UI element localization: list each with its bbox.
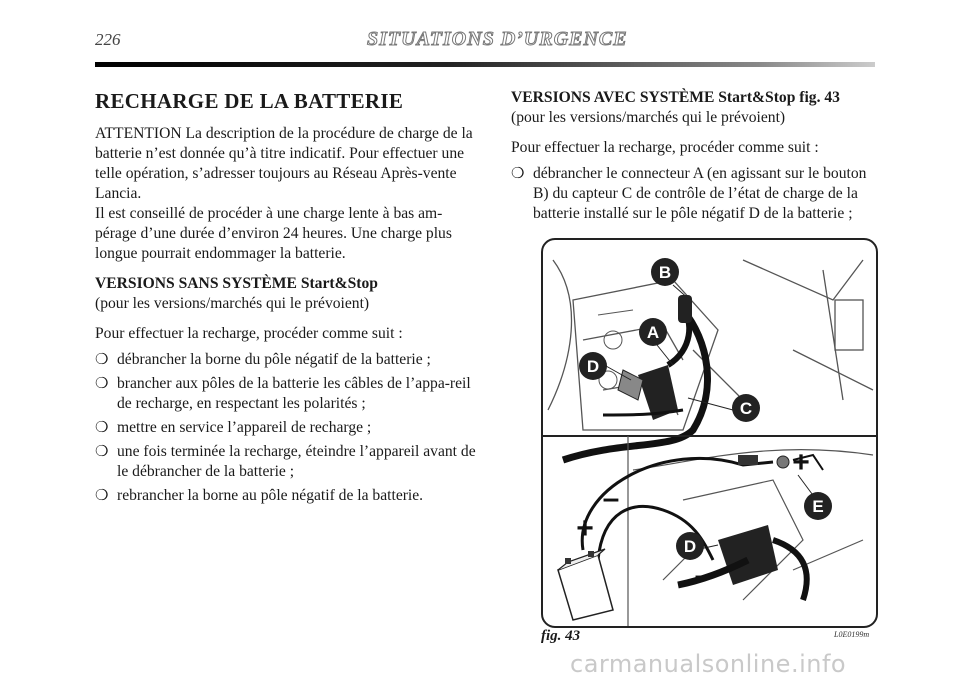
figure-caption: fig. 43 — [541, 628, 581, 644]
procedure-intro: Pour effectuer la recharge, procéder comme suit : — [95, 325, 403, 342]
plus-sign-right: + — [792, 446, 810, 479]
attention-paragraph: ATTENTION La description de la procédure de charge de la batterie n’est donnée qu’à titre indicatif. Pour effectuer une telle opération, s’adresser toujours au Réseau Après-vente Lancia. — [95, 125, 473, 202]
advice-paragraph: Il est conseillé de procéder à une charge lente à bas am-pérage d’une durée d’environ 24 heures. Une charge plus longue pourrait endommager la batterie. — [95, 205, 452, 262]
label-b: B — [658, 263, 672, 282]
step-text: débrancher la borne du pôle négatif de la batterie ; — [117, 351, 431, 368]
callout-d-bottom — [676, 532, 704, 560]
bullet-icon: ❍ — [95, 444, 109, 460]
subhead-note: (pour les versions/marchés qui le prévoient) — [511, 109, 786, 126]
list-item — [95, 418, 479, 438]
page-header — [95, 30, 875, 52]
plus-sign-left: + — [576, 512, 594, 545]
bullet-icon: ❍ — [95, 488, 109, 504]
figure-code: L0E0199m — [834, 630, 870, 639]
step-text: mettre en service l’appareil de recharge ; — [117, 419, 372, 436]
watermark: carmanualsonline.info — [570, 650, 847, 678]
callout-e — [804, 492, 832, 520]
step-text: rebrancher la borne au pôle négatif de la batterie. — [117, 487, 424, 504]
header-rule — [95, 62, 875, 67]
spacer — [95, 314, 479, 324]
spacer — [95, 264, 479, 274]
procedure-steps — [95, 350, 479, 506]
label-d-bottom: D — [683, 537, 697, 556]
battery-connection-diagram — [543, 240, 876, 626]
callout-d-top — [579, 352, 607, 380]
list-item — [95, 374, 479, 414]
step-text: une fois terminée la recharge, éteindre l’appareil avant de le débrancher de la batterie ; — [117, 443, 476, 480]
label-e: E — [812, 497, 824, 516]
left-column — [95, 88, 479, 510]
right-column — [511, 88, 881, 228]
list-item — [95, 486, 479, 506]
figure-43-illustration — [541, 238, 878, 628]
bullet-icon: ❍ — [95, 352, 109, 368]
procedure-intro: Pour effectuer la recharge, procéder comme suit : — [511, 139, 819, 156]
step-text: brancher aux pôles de la batterie les câbles de l’appa-reil de recharge, en respectant les polarités ; — [117, 375, 471, 412]
label-c: C — [739, 399, 753, 418]
bullet-icon: ❍ — [511, 166, 525, 182]
minus-sign-left: – — [602, 482, 620, 515]
procedure-steps — [511, 164, 881, 224]
callout-c — [732, 394, 760, 422]
minus-sign-bottom: – — [694, 559, 712, 592]
list-item — [95, 350, 479, 370]
subhead-with-start-stop: VERSIONS AVEC SYSTÈME Start&Stop fig. 43 — [511, 89, 840, 106]
callout-b — [651, 258, 679, 286]
subhead-note: (pour les versions/marchés qui le prévoient) — [95, 295, 370, 312]
callout-a — [639, 318, 667, 346]
step-text: débrancher le connecteur A (en agissant sur le bouton B) du capteur C de contrôle de l’état de charge de la batterie installé sur le pôle négatif D de la batterie ; — [533, 165, 867, 222]
list-item — [511, 164, 881, 224]
bullet-icon: ❍ — [95, 420, 109, 436]
label-d-top: D — [586, 357, 600, 376]
spacer — [511, 128, 881, 138]
running-title: SITUATIONS D’URGENCE — [367, 28, 628, 50]
leader-lines — [606, 285, 818, 550]
subhead-without-start-stop: VERSIONS SANS SYSTÈME Start&Stop — [95, 275, 378, 292]
list-item — [95, 442, 479, 482]
page-number: 226 — [95, 30, 121, 49]
label-a: A — [646, 323, 660, 342]
bullet-icon: ❍ — [95, 376, 109, 392]
external-battery — [558, 549, 613, 620]
section-title: RECHARGE DE LA BATTERIE — [95, 89, 404, 113]
